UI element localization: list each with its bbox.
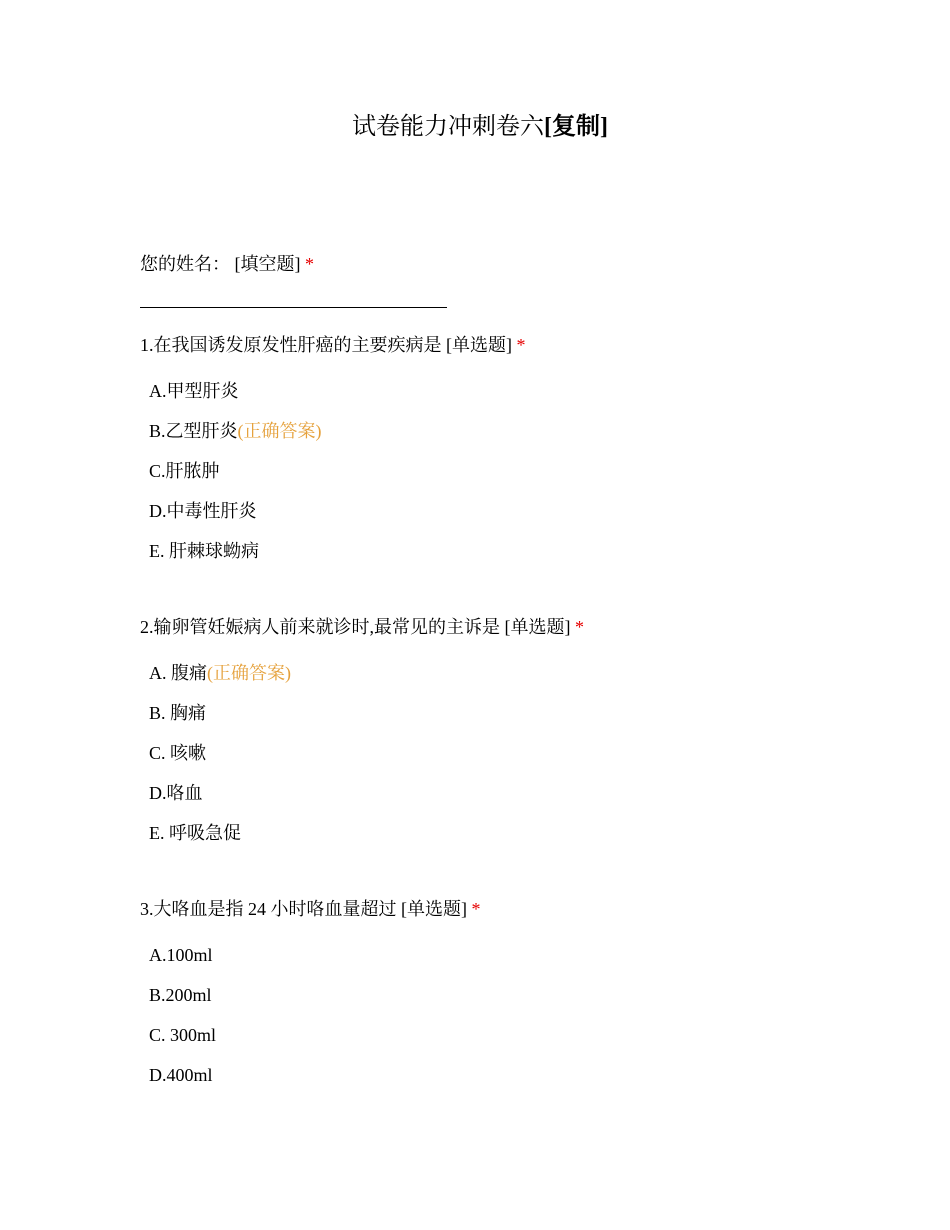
option-list: [140, 942, 481, 1102]
option-label: D.400ml: [149, 1065, 213, 1085]
option-c[interactable]: [140, 1022, 481, 1062]
required-mark: *: [575, 617, 584, 637]
option-label: B. 胸痛: [149, 703, 207, 723]
name-question-label: [140, 251, 314, 277]
option-label: C. 300ml: [149, 1025, 217, 1045]
option-a[interactable]: [140, 378, 526, 418]
option-e[interactable]: [140, 538, 526, 578]
option-label: C.肝脓肿: [149, 461, 220, 481]
name-question: [140, 251, 314, 277]
option-e[interactable]: [140, 820, 584, 860]
name-question-text: 您的姓名：: [140, 254, 230, 274]
page-title-main: 试卷能力冲刺卷六: [352, 114, 544, 140]
option-d[interactable]: [140, 498, 526, 538]
question-2: [140, 614, 584, 860]
option-label: E. 呼吸急促: [149, 823, 241, 843]
question-title: [140, 896, 481, 922]
option-label: A. 腹痛: [149, 663, 207, 683]
option-label: A.甲型肝炎: [149, 381, 239, 401]
correct-answer-note: (正确答案): [237, 421, 322, 441]
option-label: D.中毒性肝炎: [149, 501, 257, 521]
question-type: [单选题]: [504, 617, 571, 637]
correct-answer-note: (正确答案): [207, 663, 291, 683]
question-text: 3.大咯血是指 24 小时咯血量超过: [140, 899, 397, 919]
page-title: [0, 110, 950, 144]
option-label: C. 咳嗽: [149, 743, 207, 763]
option-label: A.100ml: [149, 945, 213, 965]
required-mark: *: [305, 254, 314, 274]
question-type: [填空题]: [234, 254, 301, 274]
name-answer-field[interactable]: [140, 307, 447, 308]
option-b[interactable]: [140, 982, 481, 1022]
option-a[interactable]: [140, 660, 584, 700]
question-type: [单选题]: [446, 335, 512, 355]
option-label: B.乙型肝炎: [149, 421, 238, 441]
option-list: [140, 660, 584, 860]
question-title: [140, 332, 526, 358]
question-title: [140, 614, 584, 640]
option-c[interactable]: [140, 740, 584, 780]
option-label: E. 肝棘球蚴病: [149, 541, 259, 561]
option-b[interactable]: [140, 700, 584, 740]
option-label: B.200ml: [149, 985, 212, 1005]
required-mark: *: [471, 899, 481, 919]
option-b[interactable]: [140, 418, 526, 458]
option-c[interactable]: [140, 458, 526, 498]
option-list: [140, 378, 526, 578]
option-label: D.咯血: [149, 783, 203, 803]
question-1: [140, 332, 526, 578]
question-type: [单选题]: [401, 899, 467, 919]
option-d[interactable]: [140, 780, 584, 820]
question-3: [140, 896, 481, 1102]
option-a[interactable]: [140, 942, 481, 982]
question-text: 2.输卵管妊娠病人前来就诊时,最常见的主诉是: [140, 617, 500, 637]
page-title-copy-tag: [复制]: [544, 114, 608, 140]
required-mark: *: [516, 335, 526, 355]
option-d[interactable]: [140, 1062, 481, 1102]
question-text: 1.在我国诱发原发性肝癌的主要疾病是: [140, 335, 442, 355]
